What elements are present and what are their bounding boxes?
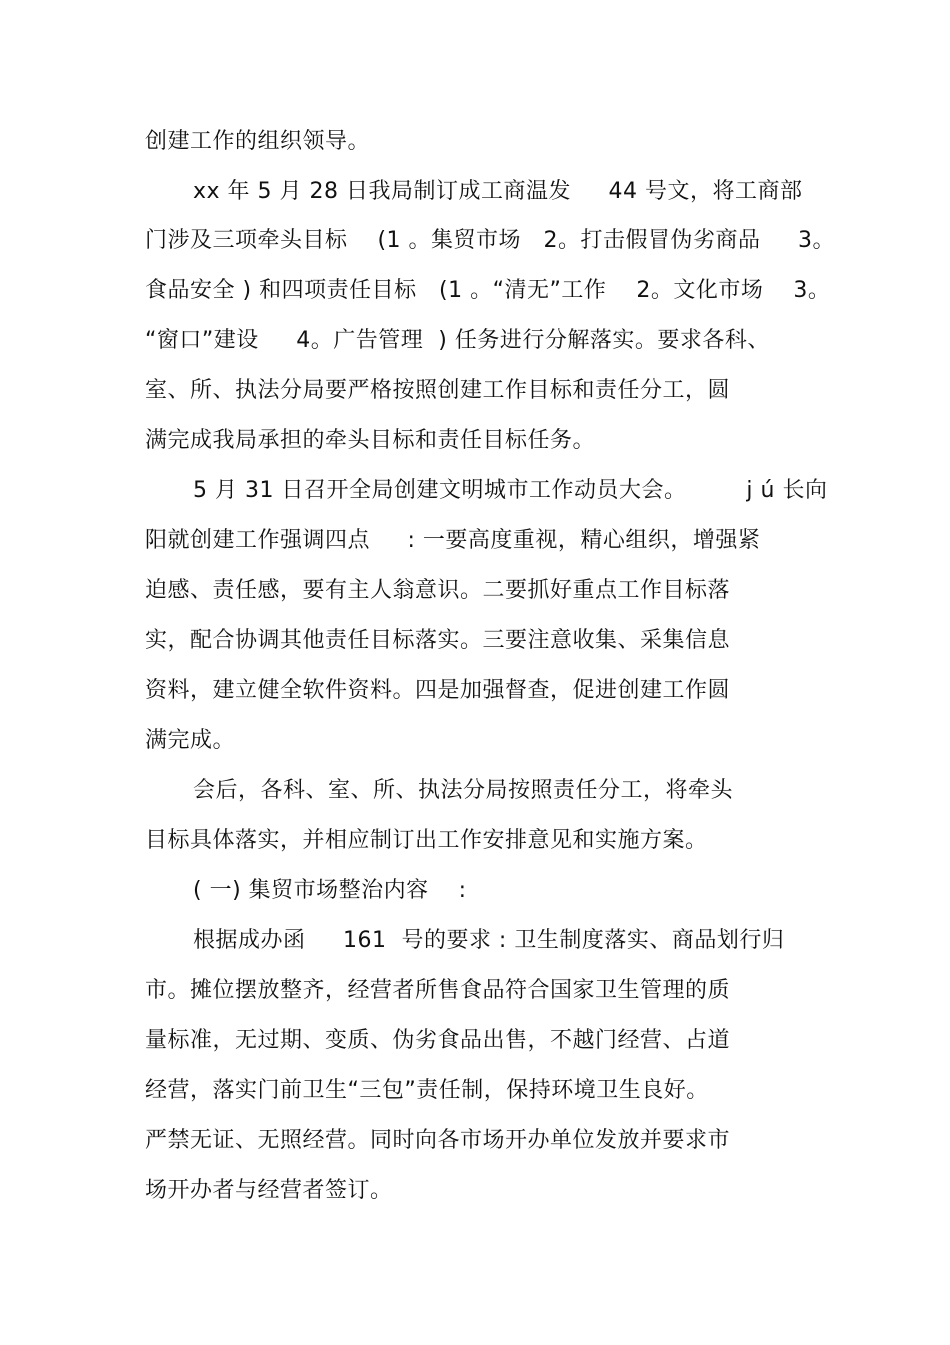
text-line: 会后，各科、室、所、执法分局按照责任分工，将牵头 [193,778,734,803]
text-line: 满完成。 [145,728,236,753]
text-line: 根据成办函 161 号的要求 : 卫生制度落实、商品划行归 [193,928,785,953]
text-line: 经营，落实门前卫生“三包”责任制，保持环境卫生良好。 [145,1078,709,1103]
text-line: 创建工作的组织领导。 [145,129,371,154]
text-line: 食品安全 ) 和四项责任目标 (1 。“清无”工作 2。文化市场 3。 [145,278,831,303]
text-line: 市。摊位摆放整齐，经营者所售食品符合国家卫生管理的质 [145,978,731,1003]
text-line: 阳就创建工作强调四点 : 一要高度重视，精心组织，增强紧 [145,528,761,553]
text-line: 室、所、执法分局要严格按照创建工作目标和责任分工，圆 [145,378,731,403]
text-line: 资料，建立健全软件资料。四是加强督查，促进创建工作圆 [145,678,731,703]
text-line: 满完成我局承担的牵头目标和责任目标任务。 [145,428,596,453]
text-line: 目标具体落实，并相应制订出工作安排意见和实施方案。 [145,828,708,853]
text-line: 量标准，无过期、变质、伪劣食品出售，不越门经营、占道 [145,1028,731,1053]
text-line: 迫感、责任感，要有主人翁意识。二要抓好重点工作目标落 [145,578,731,603]
text-line: 门涉及三项牵头目标 (1 。集贸市场 2。打击假冒伪劣商品 3。 [145,228,835,253]
text-line: xx 年 5 月 28 日我局制订成工商温发 44 号文，将工商部 [193,179,803,204]
text-line: “窗口”建设 4。广告管理 ) 任务进行分解落实。要求各科、 [145,328,770,353]
text-line: 实，配合协调其他责任目标落实。三要注意收集、采集信息 [145,628,731,653]
text-line: 5 月 31 日召开全局创建文明城市工作动员大会。 j ú 长向 [193,478,828,503]
section-heading: ( 一) 集贸市场整治内容 : [193,878,467,903]
text-line: 场开办者与经营者签订。 [145,1178,393,1203]
text-line: 严禁无证、无照经营。同时向各市场开办单位发放并要求市 [145,1128,731,1153]
